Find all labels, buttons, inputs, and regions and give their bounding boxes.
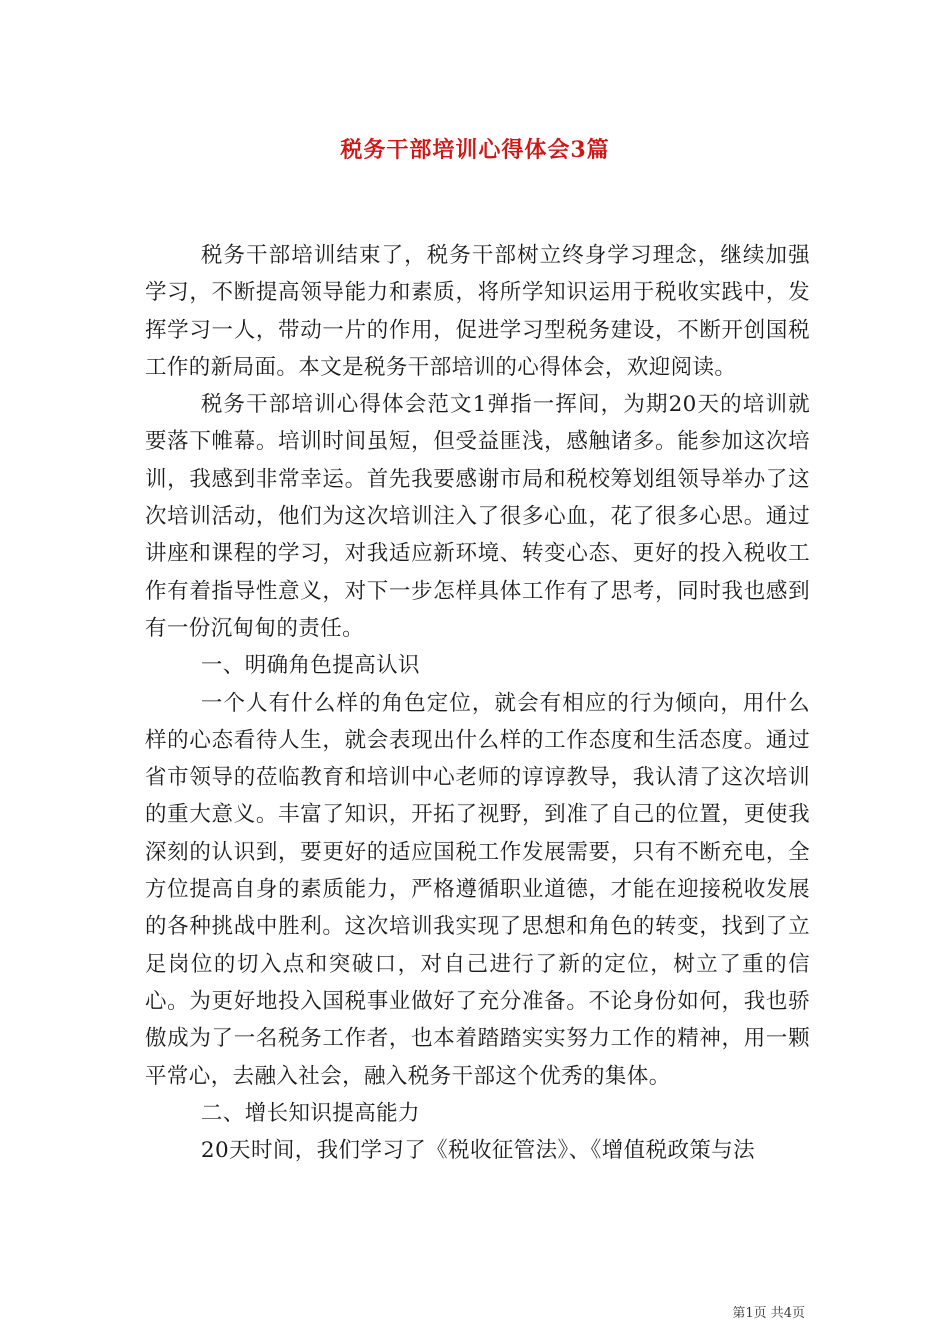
body-paragraph: 一个人有什么样的角色定位，就会有相应的行为倾向，用什么样的心态看待人生，就会表现出什么样的工作态度和生活态度。通过省市领导的莅临教育和培训中心老师的谆谆教导，我认清了这次培训的重大意义。丰富了知识，开拓了视野，到准了自己的位置，更使我深刻的认识到，要更好的适应国税工作发展需要，只有不断充电，全方位提高自身的素质能力，严格遵循职业道德，才能在迎接税收发展的各种挑战中胜利。这次培训我实现了思想和角色的转变，找到了立足岗位的切入点和突破口，对自己进行了新的定位，树立了重的信心。为更好地投入国税事业做好了充分准备。不论身份如何，我也骄傲成为了一名税务工作者，也本着踏踏实实努力工作的精神，用一颗平常心，去融入社会，融入税务干部这个优秀的集体。 <box>145 690 810 1089</box>
body-paragraph: 20天时间，我们学习了《税收征管法》、《增值税政策与法 <box>200 1138 756 1164</box>
section-heading: 二、增长知识提高能力 <box>200 1100 420 1126</box>
intro-paragraph: 税务干部培训结束了，税务干部树立终身学习理念，继续加强学习，不断提高领导能力和素质，将所学知识运用于税收实践中，发挥学习一人，带动一片的作用，促进学习型税务建设，不断开创国税工作的新局面。本文是税务干部培训的心得体会，欢迎阅读。 <box>145 243 810 380</box>
body-paragraph: 税务干部培训心得体会范文1弹指一挥间，为期20天的培训就要落下帷幕。培训时间虽短，但受益匪浅，感触诸多。能参加这次培训，我感到非常幸运。首先我要感谢市局和税校筹划组领导举办了这次培训活动，他们为这次培训注入了很多心血，花了很多心思。通过讲座和课程的学习，对我适应新环境、转变心态、更好的投入税收工作有着指导性意义，对下一步怎样具体工作有了思考，同时我也感到有一份沉甸甸的责任。 <box>145 392 810 641</box>
page-number: 第1页 共4页 <box>732 1306 805 1321</box>
section-heading: 一、明确角色提高认识 <box>200 653 420 679</box>
document-title: 税务干部培训心得体会3篇 <box>340 137 610 163</box>
document-body <box>145 237 810 1169</box>
